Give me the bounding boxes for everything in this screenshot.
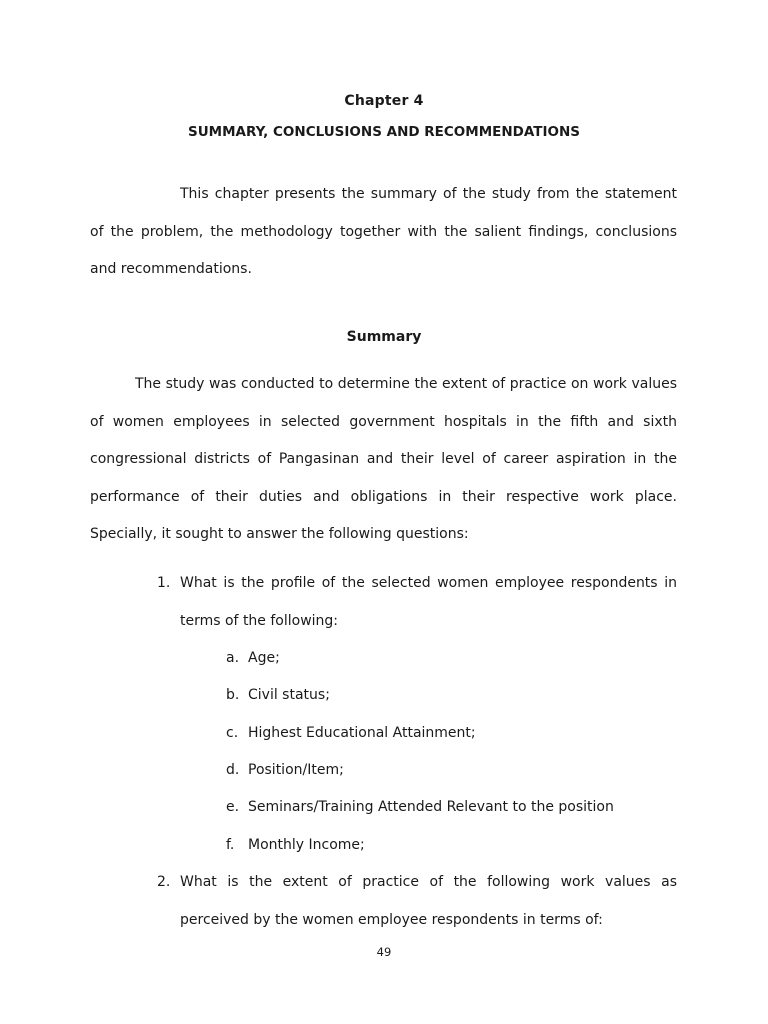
question-1: [157, 565, 677, 640]
sub-item-letter: e.: [226, 799, 240, 815]
question-text: What is the extent of practice of the following work values as perceived by the women employee respondents in terms of:: [180, 874, 677, 928]
summary-heading: Summary: [346, 329, 422, 345]
intro-paragraph: This chapter presents the summary of the study from the statement of the problem, the methodology together with the salient findings, conclusions and recommendations.: [90, 186, 677, 277]
sub-item-letter: b.: [226, 687, 240, 703]
sub-item-civil-status: [226, 686, 330, 704]
question-text: What is the profile of the selected women employee respondents in terms of the following:: [180, 575, 677, 629]
sub-item-age: [226, 649, 280, 667]
sub-item-position: [226, 761, 344, 779]
question-2: [157, 864, 677, 939]
sub-item-letter: c.: [226, 725, 239, 741]
chapter-title: SUMMARY, CONCLUSIONS AND RECOMMENDATIONS: [187, 124, 581, 140]
sub-item-text: Highest Educational Attainment;: [248, 725, 476, 741]
sub-item-text: Civil status;: [248, 687, 330, 703]
sub-item-text: Monthly Income;: [248, 837, 365, 853]
sub-item-letter: d.: [226, 762, 240, 778]
summary-paragraph: The study was conducted to determine the extent of practice on work values of women employees in selected government hospitals in the fifth and sixth congressional districts of Pangasinan and their level of career aspiration in the performance of their duties and obligations in their respective work place. Specially, it sought to answer the following questions:: [90, 376, 677, 542]
sub-item-seminars: [226, 798, 614, 816]
page-number: 49: [376, 945, 392, 959]
sub-item-letter: a.: [226, 650, 240, 666]
sub-item-text: Seminars/Training Attended Relevant to the position: [248, 799, 614, 815]
question-number: 2.: [157, 874, 171, 890]
sub-item-education: [226, 724, 476, 742]
sub-item-letter: f.: [226, 837, 235, 853]
chapter-number: Chapter 4: [344, 93, 424, 109]
question-number: 1.: [157, 575, 171, 591]
sub-item-text: Position/Item;: [248, 762, 344, 778]
sub-item-income: [226, 836, 365, 854]
sub-item-text: Age;: [248, 650, 280, 666]
